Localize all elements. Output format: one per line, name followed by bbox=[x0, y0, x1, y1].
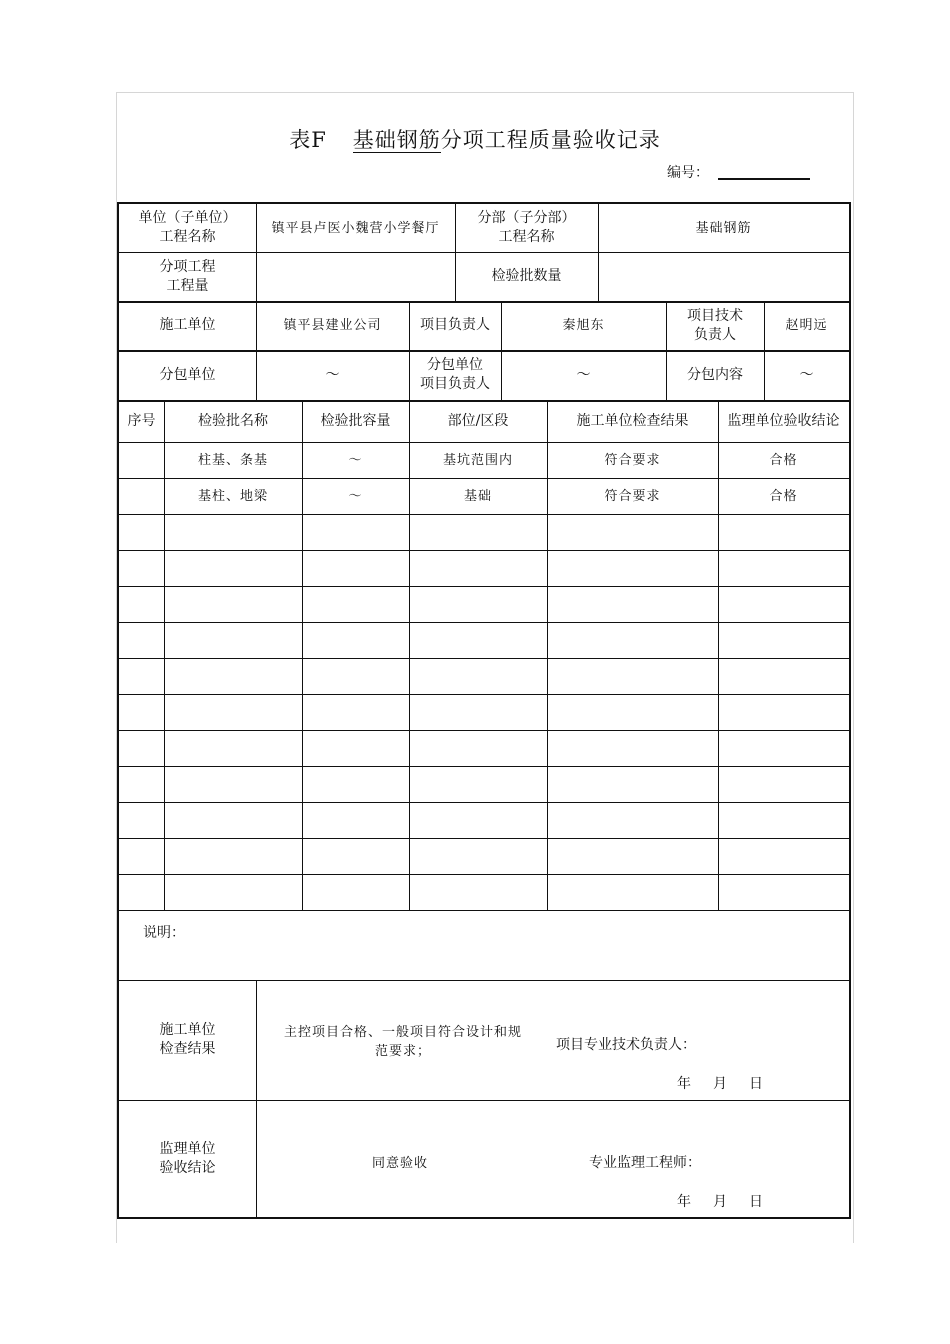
column-header-batch-name: 检验批名称 bbox=[198, 412, 268, 429]
notes-label: 说明： bbox=[143, 925, 185, 941]
cell-supervisor-conclusion[interactable] bbox=[718, 550, 849, 586]
cell-location-section[interactable]: 基础 bbox=[463, 488, 492, 504]
cell-supervisor-conclusion[interactable] bbox=[718, 874, 849, 910]
cell-batch-name[interactable] bbox=[164, 694, 302, 730]
cell-supervisor-conclusion[interactable]: 合格 bbox=[769, 488, 798, 504]
column-header-batch-capacity: 检验批容量 bbox=[320, 412, 391, 429]
cell-supervisor-conclusion[interactable] bbox=[718, 766, 849, 802]
date-month: 月 bbox=[713, 1194, 727, 1210]
technical-lead-value[interactable]: 赵明远 bbox=[785, 318, 828, 333]
cell-supervisor-conclusion[interactable] bbox=[718, 730, 849, 766]
supervisor-check-result[interactable]: 同意验收 bbox=[372, 1156, 429, 1171]
cell-batch-capacity[interactable] bbox=[302, 838, 409, 874]
cell-contractor-result[interactable]: 符合要求 bbox=[604, 452, 661, 468]
cell-seq[interactable] bbox=[119, 442, 164, 478]
cell-location-section[interactable] bbox=[409, 658, 547, 694]
cell-contractor-result[interactable] bbox=[547, 586, 718, 622]
title-prefix: 表F bbox=[289, 128, 327, 152]
subcontractor-pm-value[interactable]: ～ bbox=[576, 366, 591, 383]
cell-contractor-result[interactable] bbox=[547, 514, 718, 550]
date-day: 日 bbox=[749, 1194, 763, 1210]
cell-batch-name[interactable] bbox=[164, 622, 302, 658]
cell-batch-capacity[interactable] bbox=[302, 694, 409, 730]
subcontractor-label: 分包单位 bbox=[159, 366, 216, 383]
cell-location-section[interactable] bbox=[409, 802, 547, 838]
project-manager-value[interactable]: 秦旭东 bbox=[562, 318, 605, 333]
subcontract-content-value[interactable]: ～ bbox=[799, 366, 814, 383]
date-year: 年 bbox=[677, 1076, 691, 1092]
cell-batch-capacity[interactable] bbox=[302, 730, 409, 766]
cell-batch-capacity[interactable] bbox=[302, 514, 409, 550]
inspection-record-form bbox=[117, 202, 851, 1219]
cell-batch-capacity[interactable] bbox=[302, 802, 409, 838]
cell-batch-name[interactable] bbox=[164, 874, 302, 910]
cell-contractor-result[interactable] bbox=[547, 730, 718, 766]
form-number-label: 编号： bbox=[667, 165, 709, 181]
cell-batch-capacity[interactable]: ～ bbox=[348, 488, 363, 504]
cell-seq[interactable] bbox=[119, 730, 164, 766]
cell-contractor-result[interactable] bbox=[547, 622, 718, 658]
cell-location-section[interactable] bbox=[409, 586, 547, 622]
cell-supervisor-conclusion[interactable] bbox=[718, 838, 849, 874]
cell-batch-capacity[interactable] bbox=[302, 874, 409, 910]
technical-lead-label: 项目技术 负责人 bbox=[687, 307, 743, 343]
supervisor-signer-label: 专业监理工程师： bbox=[589, 1155, 701, 1171]
cell-supervisor-conclusion[interactable]: 合格 bbox=[769, 452, 798, 468]
unit-project-name-value[interactable]: 镇平县卢医小魏营小学餐厅 bbox=[271, 220, 440, 236]
contractor-signer-label: 项目专业技术负责人： bbox=[556, 1037, 696, 1053]
cell-batch-name[interactable] bbox=[164, 658, 302, 694]
cell-location-section[interactable] bbox=[409, 730, 547, 766]
title-subject: 基础钢筋 bbox=[352, 128, 441, 152]
cell-seq[interactable] bbox=[119, 838, 164, 874]
subcontract-content-label: 分包内容 bbox=[687, 366, 743, 383]
cell-supervisor-conclusion[interactable] bbox=[718, 586, 849, 622]
date-day: 日 bbox=[749, 1076, 763, 1092]
cell-contractor-result[interactable] bbox=[547, 658, 718, 694]
cell-supervisor-conclusion[interactable] bbox=[718, 658, 849, 694]
contractor-check-result[interactable]: 主控项目合格、一般项目符合设计和规 范要求； bbox=[283, 1025, 522, 1059]
cell-batch-capacity[interactable] bbox=[302, 550, 409, 586]
cell-location-section[interactable] bbox=[409, 550, 547, 586]
cell-batch-capacity[interactable]: ～ bbox=[348, 452, 363, 468]
cell-location-section[interactable] bbox=[409, 766, 547, 802]
cell-supervisor-conclusion[interactable] bbox=[718, 514, 849, 550]
supervisor-check-label: 监理单位 验收结论 bbox=[159, 1140, 216, 1176]
cell-seq[interactable] bbox=[119, 622, 164, 658]
cell-contractor-result[interactable]: 符合要求 bbox=[604, 488, 661, 504]
project-manager-label: 项目负责人 bbox=[420, 317, 490, 333]
cell-batch-name[interactable]: 基柱、地梁 bbox=[197, 488, 268, 504]
cell-batch-name[interactable]: 柱基、条基 bbox=[197, 452, 268, 468]
cell-supervisor-conclusion[interactable] bbox=[718, 694, 849, 730]
cell-batch-name[interactable] bbox=[164, 802, 302, 838]
cell-location-section[interactable] bbox=[409, 622, 547, 658]
cell-seq[interactable] bbox=[119, 478, 164, 514]
cell-contractor-result[interactable] bbox=[547, 766, 718, 802]
contractor-label: 施工单位 bbox=[159, 317, 216, 333]
cell-batch-name[interactable] bbox=[164, 838, 302, 874]
division-project-name-value[interactable]: 基础钢筋 bbox=[695, 220, 752, 236]
cell-contractor-result[interactable] bbox=[547, 694, 718, 730]
column-header-supervisor-conclusion: 监理单位验收结论 bbox=[727, 412, 840, 429]
cell-batch-name[interactable] bbox=[164, 514, 302, 550]
cell-location-section[interactable] bbox=[409, 874, 547, 910]
cell-seq[interactable] bbox=[119, 694, 164, 730]
cell-batch-name[interactable] bbox=[164, 550, 302, 586]
cell-seq[interactable] bbox=[119, 514, 164, 550]
cell-seq[interactable] bbox=[119, 802, 164, 838]
cell-location-section[interactable] bbox=[409, 694, 547, 730]
supervisor-sign-date[interactable] bbox=[677, 1191, 785, 1211]
cell-batch-name[interactable] bbox=[164, 730, 302, 766]
cell-supervisor-conclusion[interactable] bbox=[718, 802, 849, 838]
page-title bbox=[0, 124, 950, 154]
cell-location-section[interactable] bbox=[409, 514, 547, 550]
date-year: 年 bbox=[677, 1194, 691, 1210]
unit-project-name-label: 单位（子单位） 工程名称 bbox=[138, 210, 237, 245]
column-header-contractor-result: 施工单位检查结果 bbox=[576, 412, 689, 429]
cell-batch-name[interactable] bbox=[164, 766, 302, 802]
cell-seq[interactable] bbox=[119, 658, 164, 694]
cell-seq[interactable] bbox=[119, 874, 164, 910]
cell-seq[interactable] bbox=[119, 586, 164, 622]
cell-location-section[interactable]: 基坑范围内 bbox=[442, 452, 513, 468]
subitem-quantity-value[interactable] bbox=[256, 252, 455, 301]
col-divider bbox=[256, 980, 257, 1217]
cell-supervisor-conclusion[interactable] bbox=[718, 622, 849, 658]
cell-batch-capacity[interactable] bbox=[302, 586, 409, 622]
cell-contractor-result[interactable] bbox=[547, 838, 718, 874]
contractor-value[interactable]: 镇平县建业公司 bbox=[283, 318, 382, 333]
date-month: 月 bbox=[713, 1076, 727, 1092]
cell-contractor-result[interactable] bbox=[547, 874, 718, 910]
contractor-sign-date[interactable] bbox=[677, 1073, 785, 1093]
division-project-name-label: 分部（子分部） 工程名称 bbox=[477, 210, 576, 245]
column-header-seq: 序号 bbox=[127, 412, 156, 429]
cell-batch-name[interactable] bbox=[164, 586, 302, 622]
cell-seq[interactable] bbox=[119, 766, 164, 802]
subitem-quantity-label: 分项工程 工程量 bbox=[159, 258, 216, 294]
contractor-check-label: 施工单位 检查结果 bbox=[159, 1022, 216, 1057]
subcontractor-value[interactable]: ～ bbox=[325, 366, 340, 383]
cell-contractor-result[interactable] bbox=[547, 802, 718, 838]
subcontractor-pm-label: 分包单位 项目负责人 bbox=[420, 357, 490, 392]
batch-count-label: 检验批数量 bbox=[491, 268, 562, 284]
table-row-divider bbox=[119, 910, 849, 911]
cell-location-section[interactable] bbox=[409, 838, 547, 874]
notes-field[interactable] bbox=[179, 939, 829, 975]
cell-batch-capacity[interactable] bbox=[302, 622, 409, 658]
form-number-field[interactable] bbox=[718, 178, 810, 180]
cell-batch-capacity[interactable] bbox=[302, 766, 409, 802]
title-rest: 分项工程质量验收记录 bbox=[440, 128, 661, 152]
cell-contractor-result[interactable] bbox=[547, 550, 718, 586]
batch-count-value[interactable] bbox=[598, 252, 849, 301]
column-header-location-section: 部位/区段 bbox=[447, 412, 509, 429]
cell-batch-capacity[interactable] bbox=[302, 658, 409, 694]
cell-seq[interactable] bbox=[119, 550, 164, 586]
